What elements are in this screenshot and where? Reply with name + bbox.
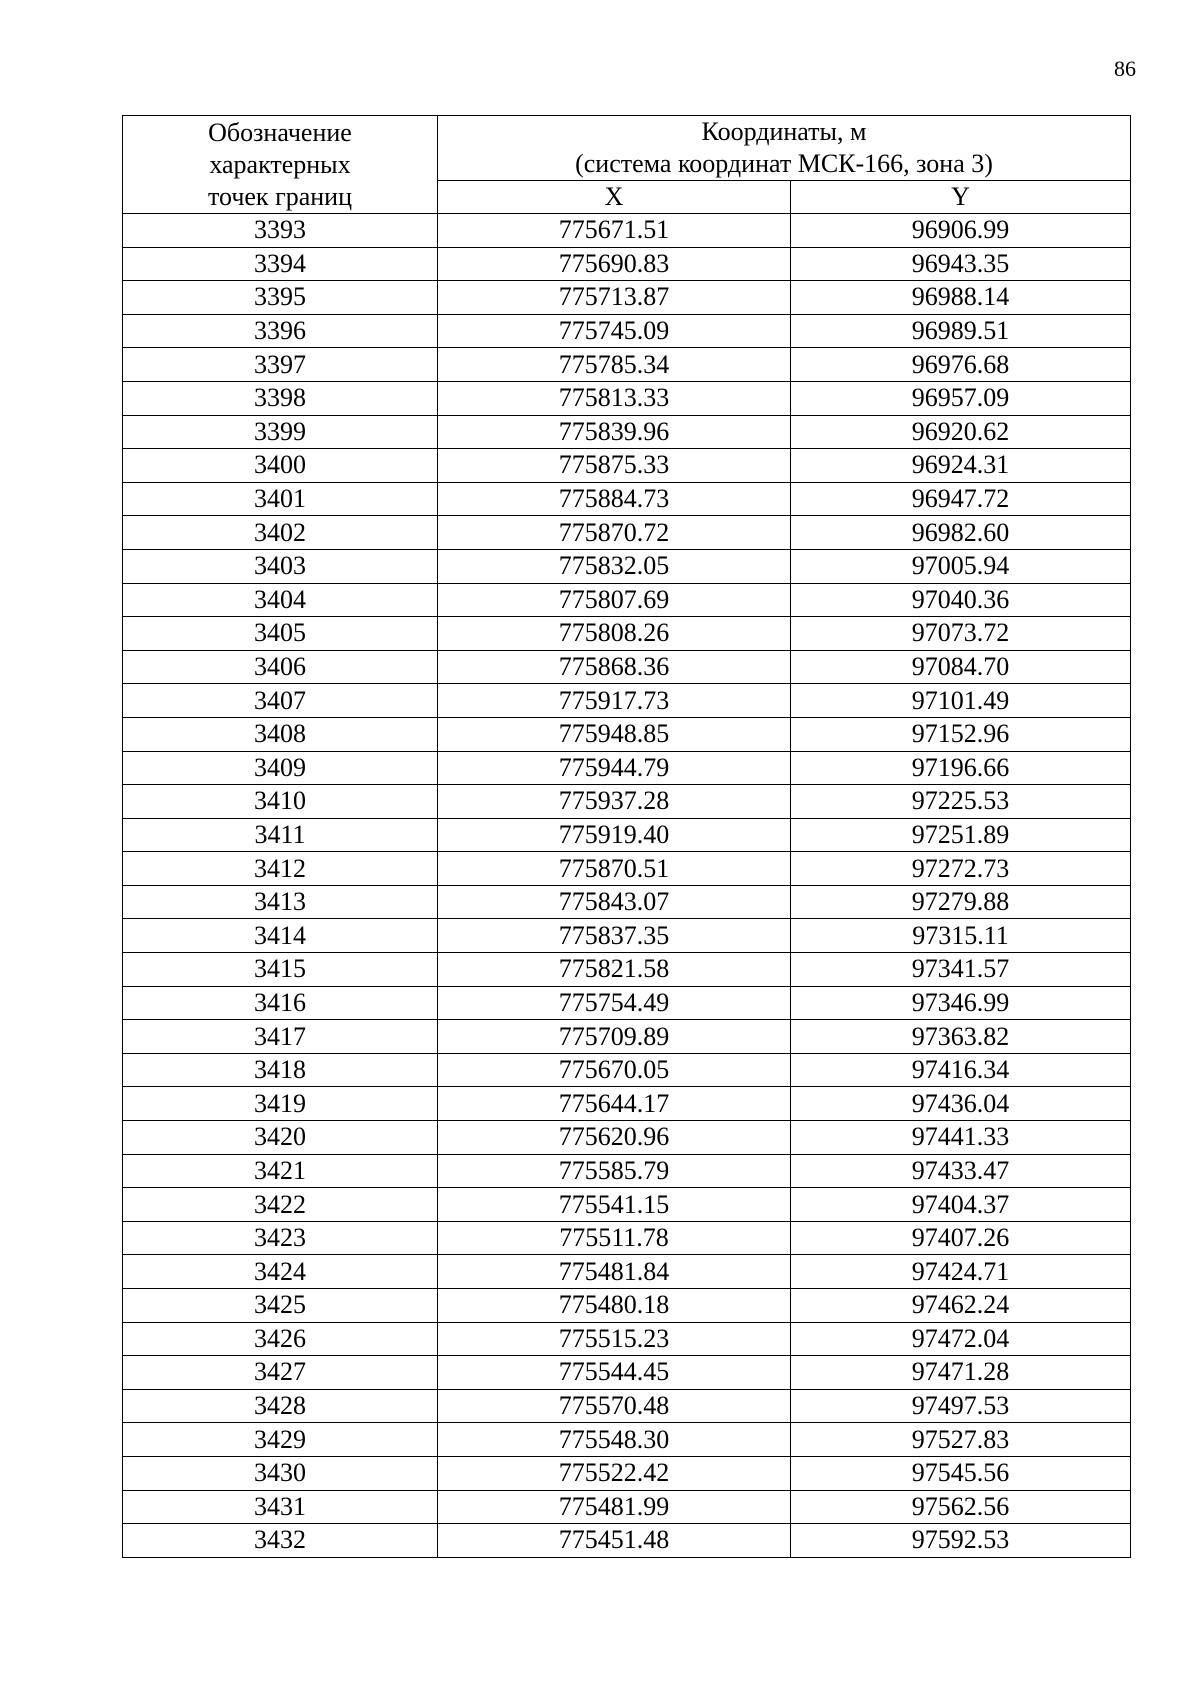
point-id-cell: 3410 [123, 785, 438, 819]
point-id-cell: 3419 [123, 1087, 438, 1121]
table-header [123, 116, 1131, 214]
y-coordinate-cell: 96976.68 [791, 348, 1131, 382]
x-coordinate-cell: 775944.79 [438, 751, 791, 785]
y-coordinate-cell: 96906.99 [791, 214, 1131, 248]
point-id-cell: 3399 [123, 415, 438, 449]
y-coordinate-cell: 97497.53 [791, 1389, 1131, 1423]
x-coordinate-cell: 775813.33 [438, 381, 791, 415]
x-coordinate-cell: 775821.58 [438, 953, 791, 987]
coordinates-table [122, 115, 1131, 1558]
table-row [123, 1053, 1131, 1087]
x-coordinate-cell: 775875.33 [438, 449, 791, 483]
point-id-cell: 3398 [123, 381, 438, 415]
point-id-cell: 3414 [123, 919, 438, 953]
table-row [123, 986, 1131, 1020]
table-row [123, 1087, 1131, 1121]
table-row [123, 415, 1131, 449]
x-coordinate-cell: 775937.28 [438, 785, 791, 819]
y-coordinate-cell: 96920.62 [791, 415, 1131, 449]
x-coordinate-cell: 775837.35 [438, 919, 791, 953]
x-coordinate-cell: 775884.73 [438, 482, 791, 516]
point-id-cell: 3395 [123, 281, 438, 315]
x-coordinate-cell: 775544.45 [438, 1356, 791, 1390]
point-id-cell: 3432 [123, 1524, 438, 1558]
x-coordinate-cell: 775541.15 [438, 1188, 791, 1222]
x-coordinate-cell: 775843.07 [438, 885, 791, 919]
point-id-cell: 3415 [123, 953, 438, 987]
y-coordinate-cell: 97404.37 [791, 1188, 1131, 1222]
point-id-cell: 3424 [123, 1255, 438, 1289]
y-coordinate-cell: 97436.04 [791, 1087, 1131, 1121]
y-coordinate-cell: 97363.82 [791, 1020, 1131, 1054]
x-coordinate-cell: 775709.89 [438, 1020, 791, 1054]
point-id-cell: 3428 [123, 1389, 438, 1423]
point-header-line-1: Обозначение [208, 117, 352, 147]
y-coordinate-cell: 97407.26 [791, 1221, 1131, 1255]
point-header-line-3: точек границ [207, 181, 353, 211]
y-coordinate-cell: 97527.83 [791, 1423, 1131, 1457]
point-id-cell: 3425 [123, 1289, 438, 1323]
y-coordinate-cell: 96924.31 [791, 449, 1131, 483]
y-coordinate-cell: 96989.51 [791, 314, 1131, 348]
x-coordinate-cell: 775515.23 [438, 1322, 791, 1356]
x-coordinate-cell: 775870.72 [438, 516, 791, 550]
point-id-cell: 3404 [123, 583, 438, 617]
x-coordinate-cell: 775522.42 [438, 1456, 791, 1490]
y-coordinate-cell: 97005.94 [791, 549, 1131, 583]
table-row [123, 751, 1131, 785]
table-row [123, 885, 1131, 919]
x-coordinate-cell: 775481.84 [438, 1255, 791, 1289]
y-column-header: Y [791, 181, 1131, 214]
y-coordinate-cell: 97471.28 [791, 1356, 1131, 1390]
x-coordinate-cell: 775807.69 [438, 583, 791, 617]
table-body [123, 214, 1131, 1558]
table-row [123, 449, 1131, 483]
y-coordinate-cell: 97084.70 [791, 650, 1131, 684]
point-id-cell: 3405 [123, 617, 438, 651]
table-row [123, 1356, 1131, 1390]
table-row [123, 953, 1131, 987]
x-coordinate-cell: 775832.05 [438, 549, 791, 583]
x-coordinate-cell: 775671.51 [438, 214, 791, 248]
table-row [123, 1524, 1131, 1558]
point-id-cell: 3403 [123, 549, 438, 583]
point-id-cell: 3407 [123, 684, 438, 718]
table-row [123, 1490, 1131, 1524]
y-coordinate-cell: 97279.88 [791, 885, 1131, 919]
point-id-cell: 3393 [123, 214, 438, 248]
x-coordinate-cell: 775917.73 [438, 684, 791, 718]
x-coordinate-cell: 775754.49 [438, 986, 791, 1020]
point-id-cell: 3426 [123, 1322, 438, 1356]
table-row [123, 852, 1131, 886]
point-id-cell: 3422 [123, 1188, 438, 1222]
table-row [123, 314, 1131, 348]
x-coordinate-cell: 775870.51 [438, 852, 791, 886]
point-id-cell: 3401 [123, 482, 438, 516]
table-row [123, 1389, 1131, 1423]
point-id-cell: 3427 [123, 1356, 438, 1390]
y-coordinate-cell: 97073.72 [791, 617, 1131, 651]
point-id-cell: 3406 [123, 650, 438, 684]
point-id-cell: 3397 [123, 348, 438, 382]
x-coordinate-cell: 775481.99 [438, 1490, 791, 1524]
x-coordinate-cell: 775839.96 [438, 415, 791, 449]
x-coordinate-cell: 775548.30 [438, 1423, 791, 1457]
y-coordinate-cell: 97462.24 [791, 1289, 1131, 1323]
table-row [123, 1423, 1131, 1457]
y-coordinate-cell: 97315.11 [791, 919, 1131, 953]
table-row [123, 1221, 1131, 1255]
y-coordinate-cell: 97424.71 [791, 1255, 1131, 1289]
y-coordinate-cell: 97472.04 [791, 1322, 1131, 1356]
y-coordinate-cell: 97545.56 [791, 1456, 1131, 1490]
point-header-line-2: характерных [209, 149, 351, 179]
point-id-cell: 3431 [123, 1490, 438, 1524]
point-designation-header [123, 116, 438, 214]
page-number: 86 [1114, 56, 1136, 81]
x-coordinate-cell: 775948.85 [438, 717, 791, 751]
table-row [123, 348, 1131, 382]
x-coordinate-cell: 775919.40 [438, 818, 791, 852]
y-coordinate-cell: 97346.99 [791, 986, 1131, 1020]
x-coordinate-cell: 775451.48 [438, 1524, 791, 1558]
table-row [123, 684, 1131, 718]
table-row [123, 919, 1131, 953]
point-id-cell: 3396 [123, 314, 438, 348]
x-coordinate-cell: 775511.78 [438, 1221, 791, 1255]
point-id-cell: 3400 [123, 449, 438, 483]
table-row [123, 818, 1131, 852]
x-coordinate-cell: 775808.26 [438, 617, 791, 651]
coords-header-line-2: (система координат МСК-166, зона 3) [575, 149, 993, 178]
table-row [123, 549, 1131, 583]
x-coordinate-cell: 775570.48 [438, 1389, 791, 1423]
x-coordinate-cell: 775745.09 [438, 314, 791, 348]
point-id-cell: 3413 [123, 885, 438, 919]
x-coordinate-cell: 775868.36 [438, 650, 791, 684]
table-row [123, 785, 1131, 819]
y-coordinate-cell: 97152.96 [791, 717, 1131, 751]
y-coordinate-cell: 97196.66 [791, 751, 1131, 785]
y-coordinate-cell: 97433.47 [791, 1154, 1131, 1188]
point-id-cell: 3421 [123, 1154, 438, 1188]
point-id-cell: 3394 [123, 247, 438, 281]
y-coordinate-cell: 97592.53 [791, 1524, 1131, 1558]
x-coordinate-cell: 775690.83 [438, 247, 791, 281]
x-column-header: X [438, 181, 791, 214]
coords-header-line-1: Координаты, м [701, 117, 867, 146]
y-coordinate-cell: 97416.34 [791, 1053, 1131, 1087]
x-coordinate-cell: 775620.96 [438, 1121, 791, 1155]
table-row [123, 1121, 1131, 1155]
point-id-cell: 3420 [123, 1121, 438, 1155]
y-coordinate-cell: 96947.72 [791, 482, 1131, 516]
table-row [123, 516, 1131, 550]
table-row [123, 482, 1131, 516]
y-coordinate-cell: 97251.89 [791, 818, 1131, 852]
point-id-cell: 3409 [123, 751, 438, 785]
point-id-cell: 3423 [123, 1221, 438, 1255]
y-coordinate-cell: 97225.53 [791, 785, 1131, 819]
y-coordinate-cell: 97040.36 [791, 583, 1131, 617]
table-row [123, 1188, 1131, 1222]
point-id-cell: 3411 [123, 818, 438, 852]
point-id-cell: 3418 [123, 1053, 438, 1087]
y-coordinate-cell: 96982.60 [791, 516, 1131, 550]
point-id-cell: 3402 [123, 516, 438, 550]
coordinates-header [438, 116, 1131, 181]
table-row [123, 1255, 1131, 1289]
table-row [123, 1456, 1131, 1490]
table-row [123, 247, 1131, 281]
point-id-cell: 3408 [123, 717, 438, 751]
point-id-cell: 3417 [123, 1020, 438, 1054]
x-coordinate-cell: 775670.05 [438, 1053, 791, 1087]
point-id-cell: 3416 [123, 986, 438, 1020]
y-coordinate-cell: 96988.14 [791, 281, 1131, 315]
x-coordinate-cell: 775480.18 [438, 1289, 791, 1323]
point-id-cell: 3430 [123, 1456, 438, 1490]
table-row [123, 617, 1131, 651]
point-id-cell: 3412 [123, 852, 438, 886]
table-row [123, 650, 1131, 684]
y-coordinate-cell: 97562.56 [791, 1490, 1131, 1524]
y-coordinate-cell: 97441.33 [791, 1121, 1131, 1155]
y-coordinate-cell: 96957.09 [791, 381, 1131, 415]
y-coordinate-cell: 97272.73 [791, 852, 1131, 886]
table-row [123, 583, 1131, 617]
table-row [123, 1289, 1131, 1323]
table-row [123, 1322, 1131, 1356]
table-row [123, 1154, 1131, 1188]
table-row [123, 717, 1131, 751]
x-coordinate-cell: 775644.17 [438, 1087, 791, 1121]
table-row [123, 1020, 1131, 1054]
y-coordinate-cell: 96943.35 [791, 247, 1131, 281]
table-row [123, 281, 1131, 315]
y-coordinate-cell: 97101.49 [791, 684, 1131, 718]
x-coordinate-cell: 775713.87 [438, 281, 791, 315]
x-coordinate-cell: 775785.34 [438, 348, 791, 382]
table-row [123, 381, 1131, 415]
point-id-cell: 3429 [123, 1423, 438, 1457]
table-row [123, 214, 1131, 248]
y-coordinate-cell: 97341.57 [791, 953, 1131, 987]
x-coordinate-cell: 775585.79 [438, 1154, 791, 1188]
